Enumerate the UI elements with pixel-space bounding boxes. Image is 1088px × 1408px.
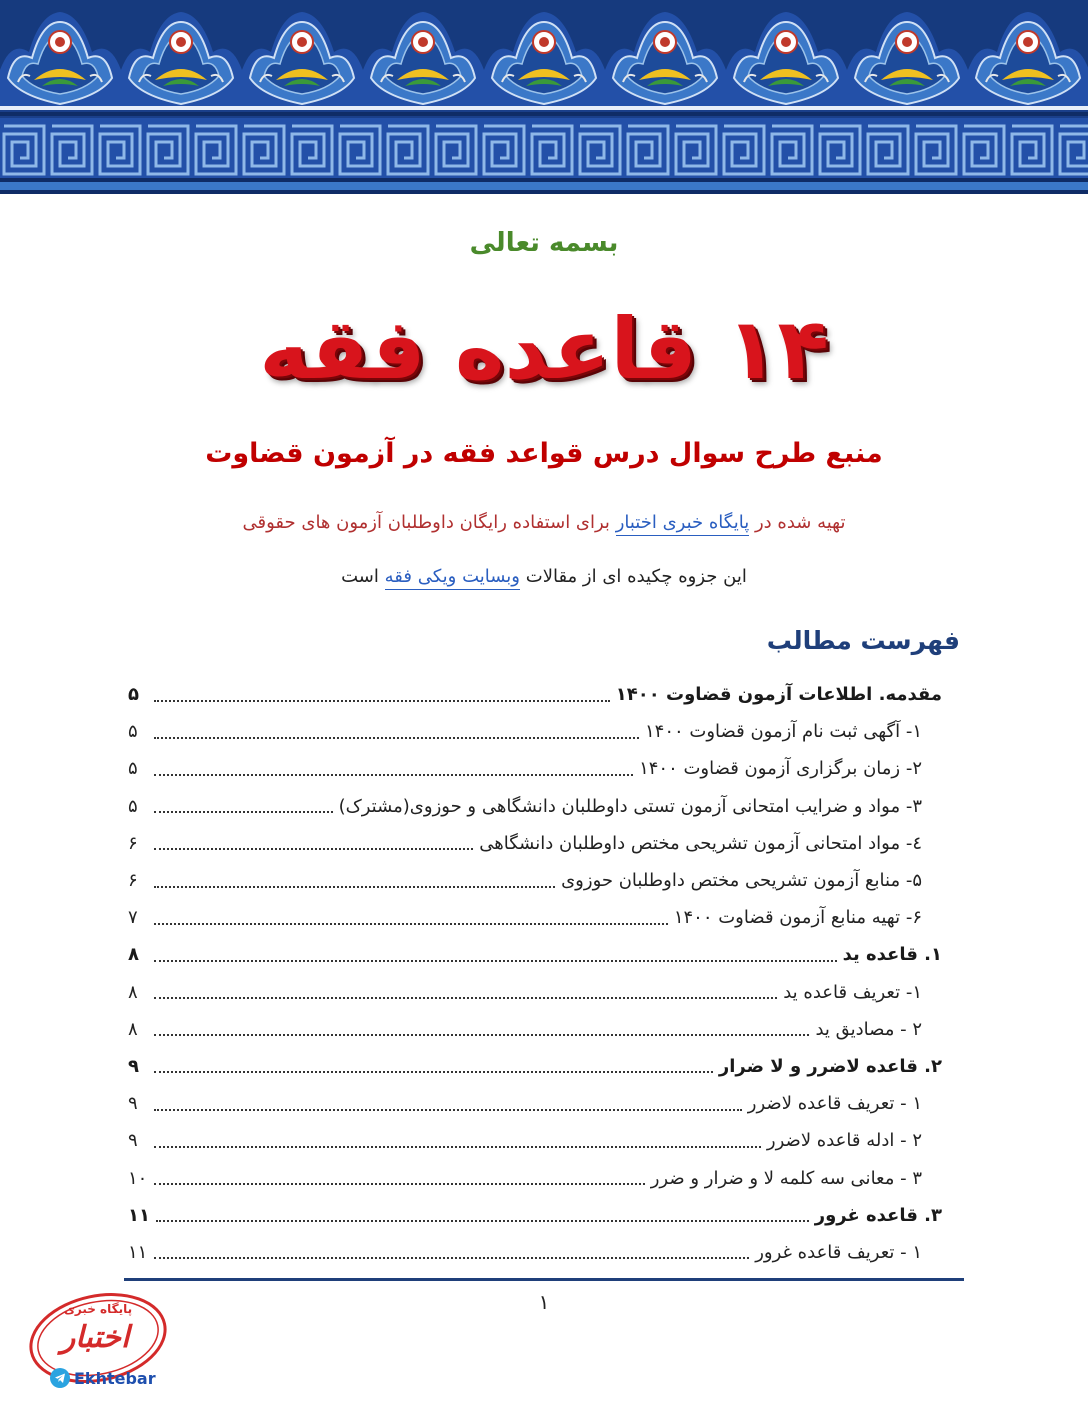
telegram-icon [50, 1368, 70, 1388]
toc-entry-label: ۳ - معانی سه کلمه لا و ضرار و ضرر [650, 1167, 922, 1189]
toc-subsection-entry[interactable] [128, 788, 942, 825]
stamp-name: اختبار [60, 1320, 130, 1355]
toc-dot-leader [154, 1109, 742, 1111]
toc-subsection-entry[interactable] [128, 899, 942, 936]
toc-dot-leader [154, 997, 777, 999]
toc-section-entry[interactable] [128, 1048, 942, 1085]
toc-subsection-entry[interactable] [128, 1234, 942, 1271]
summary-prefix: این جزوه چکیده ای از مقالات [525, 566, 747, 587]
ekhtebar-news-link[interactable]: پایگاه خبری اختبار [616, 512, 750, 536]
toc-entry-label: ۱- آگهی ثبت نام آزمون قضاوت ۱۴۰۰ [645, 721, 922, 743]
toc-entry-label: ۱- تعریف قاعده ید [783, 981, 922, 1003]
page-number: ۱ [538, 1290, 550, 1314]
invocation-text: بسمه تعالی [469, 228, 619, 258]
toc-page-number: ۹ [128, 1093, 138, 1115]
document-title: ۱۴ قاعده فقه [259, 300, 829, 398]
toc-dot-leader [154, 923, 668, 925]
toc-page-number: ۹ [128, 1055, 139, 1077]
summary-line [0, 566, 1088, 587]
prepared-suffix: برای استفاده رایگان داوطلبان آزمون های حقوقی [242, 512, 610, 533]
decorative-header-border [0, 0, 1088, 200]
toc-dot-leader [154, 886, 555, 888]
stamp-caption: پایگاه خبری [63, 1302, 133, 1316]
toc-dot-leader [154, 1146, 761, 1148]
toc-entry-label: ۱ - تعریف قاعده لاضرر [747, 1093, 922, 1115]
toc-dot-leader [154, 1071, 713, 1073]
toc-subsection-entry[interactable] [128, 974, 942, 1011]
toc-entry-label: ۲ - مصادیق ید [815, 1018, 922, 1040]
channel-name: Ekhtebar [74, 1368, 156, 1388]
toc-entry-label: ۳. قاعده غرور [814, 1204, 942, 1226]
toc-entry-label: ۱. قاعده ید [842, 944, 942, 966]
toc-subsection-entry[interactable] [128, 750, 942, 787]
toc-page-number: ۶ [128, 832, 138, 854]
toc-subsection-entry[interactable] [128, 862, 942, 899]
toc-page-number: ۹ [128, 1130, 138, 1152]
toc-dot-leader [154, 700, 610, 702]
toc-subsection-entry[interactable] [128, 1011, 942, 1048]
toc-section-entry[interactable] [128, 676, 942, 713]
table-of-contents [128, 676, 942, 1271]
toc-subsection-entry[interactable] [128, 713, 942, 750]
toc-entry-label: ۲ - ادله قاعده لاضرر [766, 1130, 922, 1152]
toc-page-number: ۵ [128, 721, 138, 743]
toc-entry-label: ۳- مواد و ضرایب امتحانی آزمون تستی داوطلبان دانشگاهی و حوزوی(مشترک) [338, 795, 922, 817]
toc-entry-label: ۵- منابع آزمون تشریحی مختص داوطلبان حوزوی [561, 870, 922, 892]
toc-entry-label: ۶- تهیه منابع آزمون قضاوت ۱۴۰۰ [673, 907, 922, 929]
toc-page-number: ۵ [128, 758, 138, 780]
toc-page-number: ۸ [128, 981, 138, 1003]
tile-pattern-illustration [0, 0, 1088, 200]
toc-entry-label: ۲. قاعده لاضرر و لا ضرار [718, 1055, 942, 1077]
toc-dot-leader [154, 1034, 809, 1036]
toc-page-number: ۵ [128, 795, 138, 817]
toc-page-number: ۸ [128, 944, 139, 966]
toc-page-number: ۵ [128, 684, 139, 706]
toc-heading: فهرست مطالب [766, 626, 960, 655]
toc-entry-label: ٤- مواد امتحانی آزمون تشریحی مختص داوطلبان دانشگاهی [479, 832, 922, 854]
toc-section-entry[interactable] [128, 1197, 942, 1234]
toc-page-number: ۱۰ [128, 1167, 148, 1189]
toc-dot-leader [154, 737, 639, 739]
toc-subsection-entry[interactable] [128, 825, 942, 862]
toc-page-number: ۱۱ [128, 1241, 148, 1263]
toc-dot-leader [156, 1220, 809, 1222]
toc-subsection-entry[interactable] [128, 1122, 942, 1159]
footer-divider [124, 1278, 964, 1281]
summary-suffix: است [341, 566, 379, 587]
toc-dot-leader [154, 811, 333, 813]
toc-page-number: ۸ [128, 1018, 138, 1040]
prepared-prefix: تهیه شده در [754, 512, 846, 533]
toc-dot-leader [154, 774, 633, 776]
toc-dot-leader [154, 1183, 645, 1185]
toc-page-number: ۶ [128, 870, 138, 892]
toc-entry-label: ۲- زمان برگزاری آزمون قضاوت ۱۴۰۰ [639, 758, 922, 780]
telegram-channel[interactable] [50, 1368, 156, 1388]
toc-dot-leader [154, 960, 837, 962]
toc-page-number: ۱۱ [128, 1204, 150, 1226]
toc-subsection-entry[interactable] [128, 1159, 942, 1196]
toc-section-entry[interactable] [128, 936, 942, 973]
prepared-by-line [0, 512, 1088, 533]
toc-dot-leader [154, 1257, 749, 1259]
wikifeqh-link[interactable]: وبسایت ویکی فقه [385, 566, 520, 590]
document-subtitle: منبع طرح سوال درس قواعد فقه در آزمون قضاوت [205, 438, 883, 469]
toc-entry-label: مقدمه. اطلاعات آزمون قضاوت ۱۴۰۰ [615, 684, 942, 706]
toc-page-number: ۷ [128, 907, 138, 929]
toc-subsection-entry[interactable] [128, 1085, 942, 1122]
toc-dot-leader [154, 848, 473, 850]
toc-entry-label: ۱ - تعریف قاعده غرور [755, 1241, 922, 1263]
